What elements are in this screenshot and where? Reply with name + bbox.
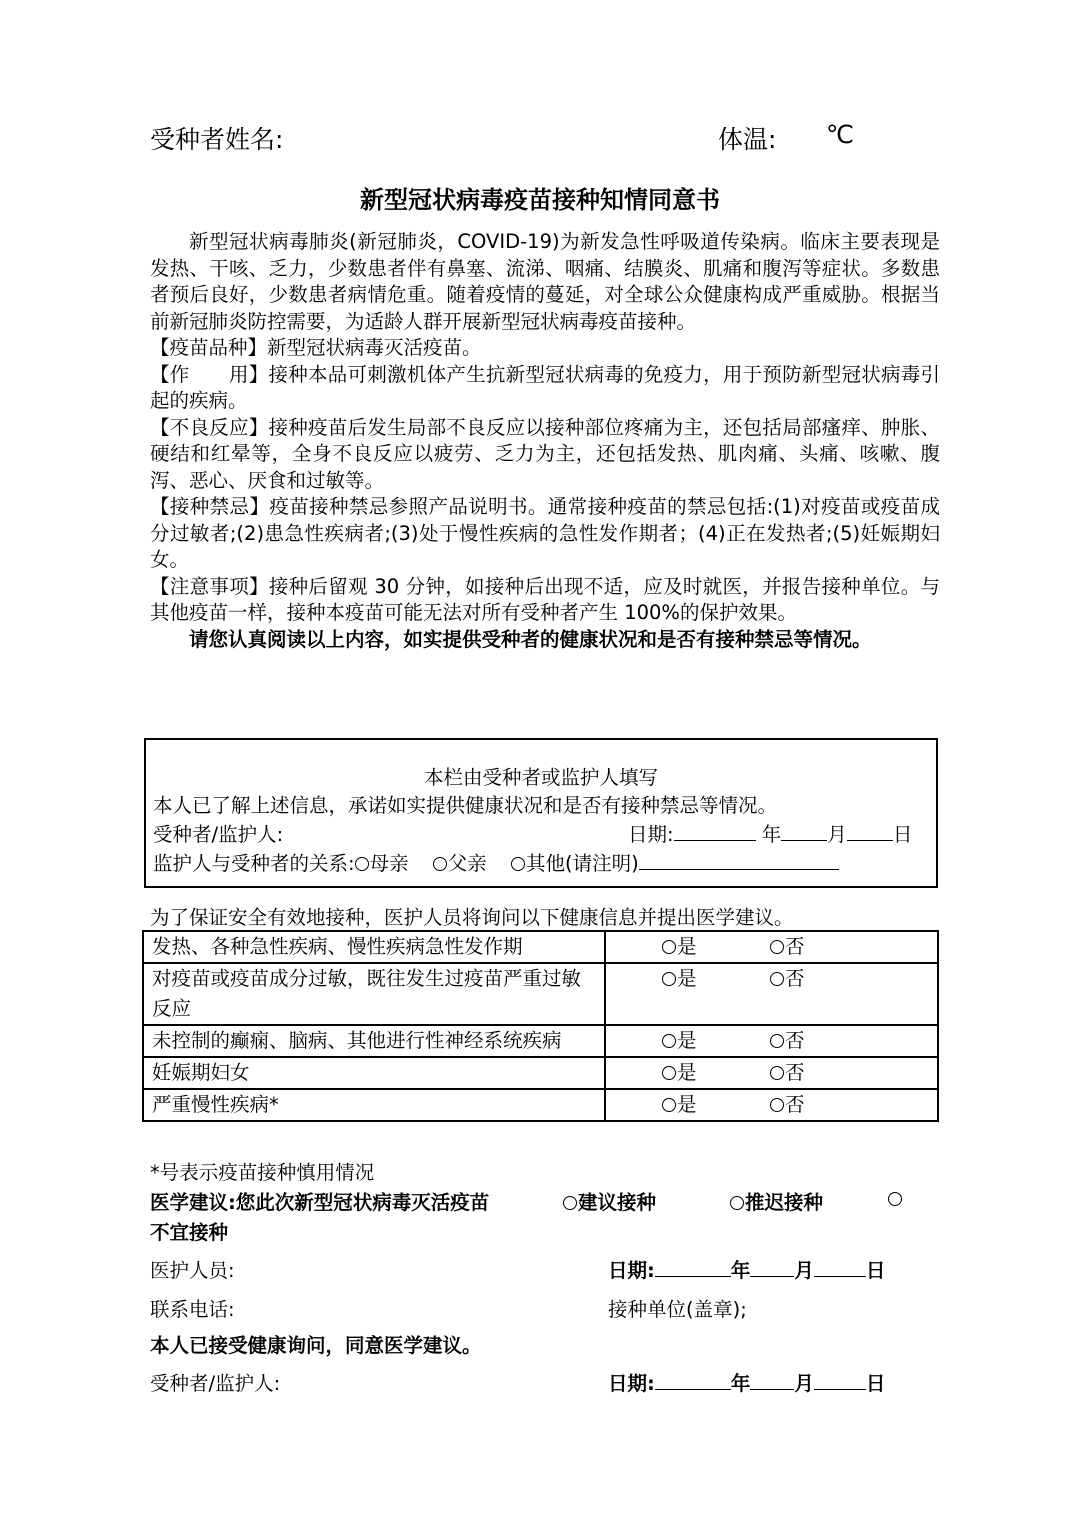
answer-cell xyxy=(605,931,938,963)
fill-box-statement: 本人已了解上述信息，承诺如实提供健康状况和是否有接种禁忌等情况。 xyxy=(153,794,778,817)
section-precautions: 【注意事项】接种后留观 30 分钟，如接种后出现不适，应及时就医，并报告接种单位。与其他疫苗一样，接种本疫苗可能无法对所有受种者产生 100%的保护效果。 xyxy=(150,574,940,624)
table-row xyxy=(143,1025,938,1057)
year-label: 年 xyxy=(761,823,782,846)
year-blank[interactable] xyxy=(655,1256,731,1277)
inquiry-intro: 为了保证安全有效地接种，医护人员将询问以下健康信息并提出医学建议。 xyxy=(150,906,794,929)
medic-date: 日期: 年 月 日 xyxy=(608,1255,885,1283)
relation-option-other[interactable]: 其他(请注明) xyxy=(511,852,639,875)
date-label: 日期: xyxy=(628,823,674,846)
answer-yes[interactable]: 是 xyxy=(662,1026,697,1056)
radio-circle-icon xyxy=(888,1192,902,1206)
month-blank[interactable] xyxy=(750,1256,794,1277)
recipient-fill-box xyxy=(144,738,938,888)
radio-circle-icon xyxy=(511,857,525,871)
radio-circle-icon xyxy=(355,857,369,871)
advice-option-unsuitable-label: 不宜接种 xyxy=(150,1221,229,1244)
day-blank[interactable] xyxy=(814,1369,866,1390)
table-row xyxy=(143,1057,938,1089)
table-row xyxy=(143,1089,938,1121)
answer-cell xyxy=(605,1057,938,1089)
phone-label: 联系电话: xyxy=(150,1298,235,1321)
answer-cell xyxy=(605,1025,938,1057)
answer-no[interactable]: 否 xyxy=(770,932,805,962)
advice-option-postpone[interactable]: 推迟接种 xyxy=(730,1187,823,1215)
radio-circle-icon xyxy=(770,972,784,986)
accept-statement: 本人已接受健康询问，同意医学建议。 xyxy=(150,1334,482,1357)
advice-option-unsuitable-radio[interactable] xyxy=(888,1187,903,1210)
unit-label: 接种单位(盖章); xyxy=(608,1298,747,1321)
radio-circle-icon xyxy=(770,1066,784,1080)
recipient-name-label: 受种者姓名: xyxy=(150,125,284,154)
page-title: 新型冠状病毒疫苗接种知情同意书 xyxy=(360,186,720,214)
radio-circle-icon xyxy=(770,940,784,954)
section-adverse-reactions: 【不良反应】接种疫苗后发生局部不良反应以接种部位疼痛为主，还包括局部瘙痒、肿胀、硬结和红晕等，全身不良反应以疲劳、乏力为主，还包括发热、肌肉痛、头痛、咳嗽、腹泻、恶心、厌食和过敏等。 xyxy=(150,415,940,492)
table-row xyxy=(143,931,938,963)
fill-box-signer-label: 受种者/监护人: xyxy=(153,823,284,846)
answer-no[interactable]: 否 xyxy=(770,1090,805,1120)
answer-yes[interactable]: 是 xyxy=(662,1090,697,1120)
answer-no[interactable]: 否 xyxy=(770,964,805,994)
radio-circle-icon xyxy=(433,857,447,871)
question-cell: 妊娠期妇女 xyxy=(143,1057,605,1089)
month-blank[interactable] xyxy=(781,820,827,841)
relation-row xyxy=(153,848,839,876)
section-function: 【作 用】接种本品可刺激机体产生抗新型冠状病毒的免疫力，用于预防新型冠状病毒引起的疾病。 xyxy=(150,362,940,412)
radio-circle-icon xyxy=(662,1098,676,1112)
radio-circle-icon xyxy=(662,972,676,986)
question-cell: 发热、各种急性疾病、慢性疾病急性发作期 xyxy=(143,931,605,963)
question-cell: 对疫苗或疫苗成分过敏，既往发生过疫苗严重过敏反应 xyxy=(143,963,605,1025)
answer-yes[interactable]: 是 xyxy=(662,964,697,994)
final-date: 日期: 年 月 日 xyxy=(608,1368,885,1396)
relation-option-father[interactable]: 父亲 xyxy=(433,852,487,875)
footnote: *号表示疫苗接种慎用情况 xyxy=(150,1161,375,1184)
intro-block xyxy=(150,229,940,653)
read-notice: 请您认真阅读以上内容，如实提供受种者的健康状况和是否有接种禁忌等情况。 xyxy=(189,627,872,651)
day-label: 日 xyxy=(892,823,913,846)
temperature-unit: ℃ xyxy=(826,120,855,149)
radio-circle-icon xyxy=(730,1196,744,1210)
question-cell: 严重慢性疾病* xyxy=(143,1089,605,1121)
answer-no[interactable]: 否 xyxy=(770,1026,805,1056)
month-label: 月 xyxy=(827,823,847,846)
health-questions-table xyxy=(142,930,939,1122)
advice-label: 医学建议:您此次新型冠状病毒灭活疫苗 xyxy=(150,1191,490,1214)
radio-circle-icon xyxy=(770,1098,784,1112)
radio-circle-icon xyxy=(563,1196,577,1210)
relation-option-mother[interactable]: 母亲 xyxy=(355,852,409,875)
radio-circle-icon xyxy=(662,940,676,954)
temperature-label: 体温: xyxy=(718,125,777,154)
answer-yes[interactable]: 是 xyxy=(662,1058,697,1088)
advice-option-recommend[interactable]: 建议接种 xyxy=(563,1187,656,1215)
answer-no[interactable]: 否 xyxy=(770,1058,805,1088)
year-blank[interactable] xyxy=(674,820,756,841)
question-cell: 未控制的癫痫、脑病、其他进行性神经系统疾病 xyxy=(143,1025,605,1057)
radio-circle-icon xyxy=(662,1034,676,1048)
medic-label: 医护人员: xyxy=(150,1259,235,1282)
radio-circle-icon xyxy=(770,1034,784,1048)
final-signer-label: 受种者/监护人: xyxy=(150,1372,281,1395)
fill-box-heading: 本栏由受种者或监护人填写 xyxy=(423,766,658,789)
table-row xyxy=(143,963,938,1025)
other-relation-blank[interactable] xyxy=(639,849,839,870)
answer-cell xyxy=(605,963,938,1025)
answer-yes[interactable]: 是 xyxy=(662,932,697,962)
answer-cell xyxy=(605,1089,938,1121)
year-blank[interactable] xyxy=(655,1369,731,1390)
intro-paragraph: 新型冠状病毒肺炎(新冠肺炎，COVID-19)为新发急性呼吸道传染病。临床主要表现是发热、干咳、乏力，少数患者伴有鼻塞、流涕、咽痛、结膜炎、肌痛和腹泻等症状。多数患者预后良好，少数患者病情危重。随着疫情的蔓延，对全球公众健康构成严重威胁。根据当前新冠肺炎防控需要，为适龄人群开展新型冠状病毒疫苗接种。 xyxy=(150,230,940,333)
day-blank[interactable] xyxy=(814,1256,866,1277)
month-blank[interactable] xyxy=(750,1369,794,1390)
fill-box-date xyxy=(628,819,912,847)
section-vaccine-type: 【疫苗品种】新型冠状病毒灭活疫苗。 xyxy=(150,336,482,359)
relation-label: 监护人与受种者的关系: xyxy=(153,852,355,875)
section-contraindications: 【接种禁忌】疫苗接种禁忌参照产品说明书。通常接种疫苗的禁忌包括:(1)对疫苗或疫苗成分过敏者;(2)患急性疾病者;(3)处于慢性疾病的急性发作期者；(4)正在发热者;(5)妊娠期妇女。 xyxy=(150,495,940,571)
radio-circle-icon xyxy=(662,1066,676,1080)
day-blank[interactable] xyxy=(847,820,893,841)
